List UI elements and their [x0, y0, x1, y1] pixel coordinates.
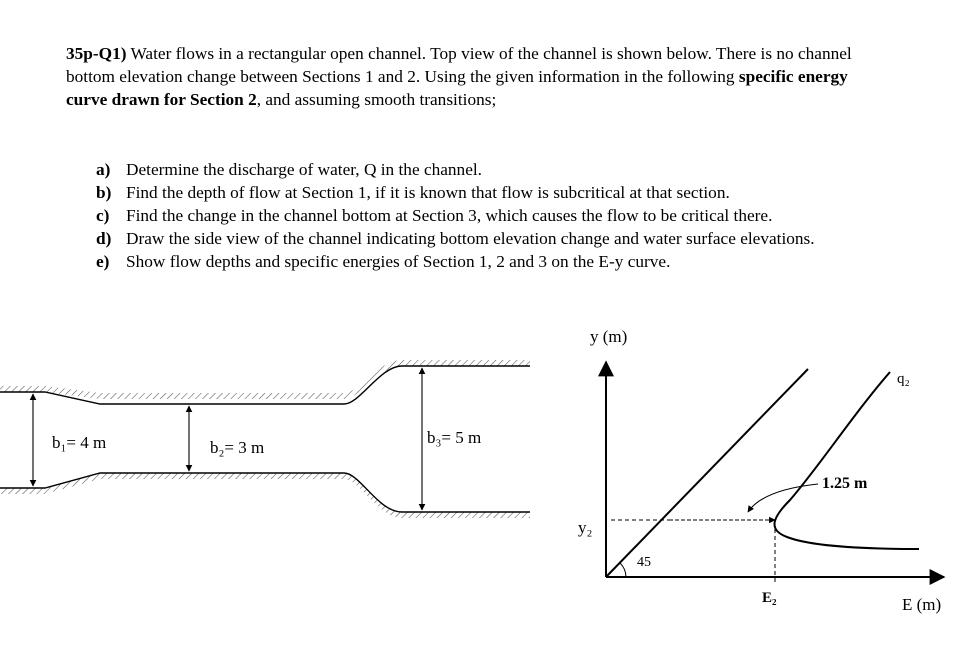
x-axis-label: E (m)	[902, 595, 942, 614]
asymptote-45-line	[606, 369, 808, 577]
part-e-text: Show flow depths and specific energies of Section 1, 2 and 3 on the E-y curve.	[126, 252, 671, 271]
question-intro-2: , and assuming smooth transitions;	[256, 90, 497, 109]
y2-label: y₂	[578, 518, 593, 537]
q2-label: q₂	[897, 371, 910, 387]
part-e-label: e)	[96, 252, 110, 271]
question-number: 35p-Q1)	[66, 44, 127, 63]
b2-label: b₂= 3 m	[210, 438, 265, 457]
b1-label: b₁= 4 m	[52, 433, 107, 452]
part-b-text: Find the depth of flow at Section 1, if it is known that flow is subcritical at that section.	[126, 183, 730, 202]
part-b-label: b)	[96, 183, 112, 202]
part-d-label: d)	[96, 229, 112, 248]
b3-label: b₃= 5 m	[427, 428, 482, 447]
part-d-text: Draw the side view of the channel indicating bottom elevation change and water surface elevations.	[126, 229, 815, 248]
part-a-text: Determine the discharge of water, Q in the channel.	[126, 160, 482, 179]
part-a-label: a)	[96, 160, 111, 179]
bottom-wall-hatch	[0, 473, 530, 518]
angle-arc	[620, 563, 626, 577]
angle-label: 45	[637, 555, 651, 570]
y-axis-label: y (m)	[590, 327, 628, 346]
specific-energy-curve-q2	[775, 372, 919, 549]
question-intro-1: Water flows in a rectangular open channel. Top view of the channel is shown below. There is no channel bottom elevation change between Sections 1 and 2. Using the given information in the following	[66, 44, 852, 86]
part-c-label: c)	[96, 206, 110, 225]
e2-label: E₂	[762, 590, 777, 606]
energy-curve-figure	[578, 327, 944, 614]
part-c-text: Find the change in the channel bottom at Section 3, which causes the flow to be critical there.	[126, 206, 773, 225]
annotation-label: 1.25 m	[822, 475, 868, 492]
question-intro-bold: specific energy curve drawn for Section 2	[66, 67, 848, 109]
channel-top-view	[0, 360, 530, 518]
